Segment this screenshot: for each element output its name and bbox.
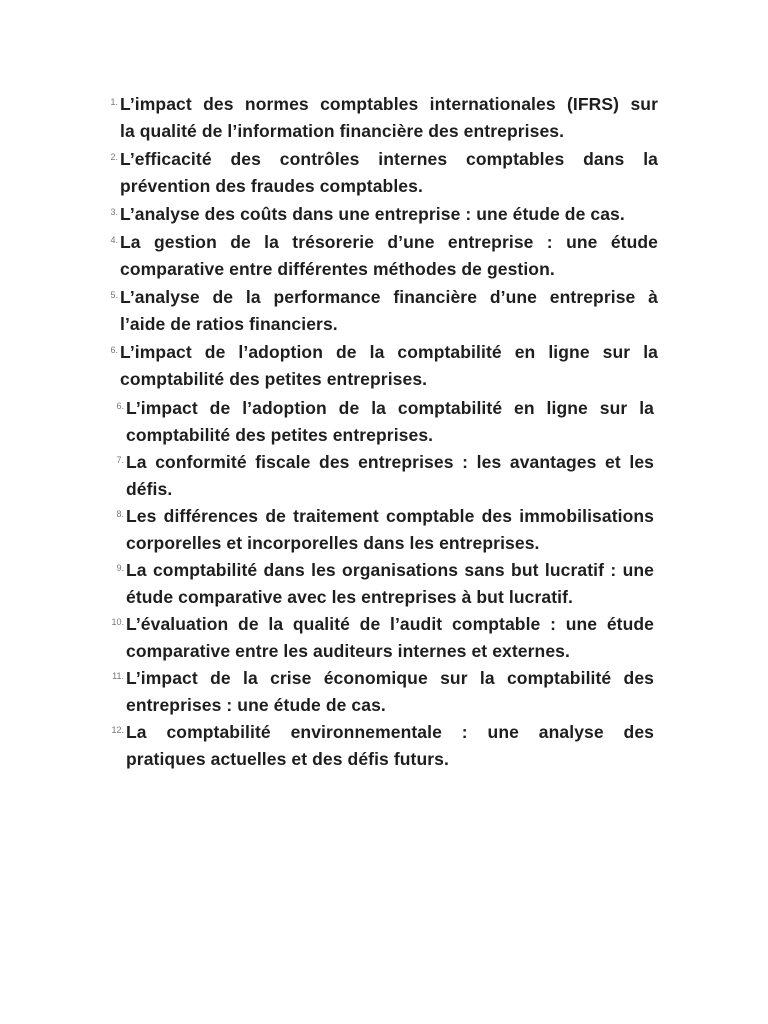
item-line: La comptabilité environnementale : une analyse des — [126, 722, 654, 742]
item-number: 10. — [111, 617, 124, 627]
item-line: L’évaluation de la qualité de l’audit comptable : une étude — [126, 614, 654, 634]
item-line: L’analyse des coûts dans une entreprise : une étude de cas. — [120, 204, 625, 224]
item-number: 11. — [112, 671, 124, 681]
item-line: La gestion de la trésorerie d’une entreprise : une étude — [120, 232, 658, 252]
list-item — [104, 91, 658, 145]
item-line: L’analyse de la performance financière d’une entreprise à — [120, 287, 658, 307]
item-number: 8. — [116, 509, 124, 519]
item-line: comparative entre les auditeurs internes et externes. — [126, 641, 570, 661]
item-number: 4. — [110, 235, 118, 245]
item-number: 5. — [110, 290, 118, 300]
list-item — [104, 229, 658, 283]
item-line: prévention des fraudes comptables. — [120, 176, 423, 196]
item-line: comptabilité des petites entreprises. — [120, 369, 428, 389]
list-item — [108, 557, 654, 611]
item-text — [120, 91, 658, 145]
item-number: 3. — [110, 207, 118, 217]
item-line: l’aide de ratios financiers. — [120, 314, 338, 334]
item-text — [126, 611, 654, 665]
item-line: L’impact des normes comptables internationales (IFRS) sur — [120, 94, 658, 114]
item-line: L’impact de l’adoption de la comptabilité en ligne sur la — [126, 398, 654, 418]
item-text — [120, 339, 658, 393]
item-line: la qualité de l’information financière des entreprises. — [120, 121, 565, 141]
item-text — [126, 503, 654, 557]
item-text — [126, 557, 654, 611]
item-line: corporelles et incorporelles dans les entreprises. — [126, 533, 540, 553]
item-text — [126, 665, 654, 719]
item-number: 12. — [111, 725, 124, 735]
item-line: La conformité fiscale des entreprises : les avantages et les — [126, 452, 654, 472]
item-number: 9. — [116, 563, 124, 573]
item-line: entreprises : une étude de cas. — [126, 695, 386, 715]
item-line: pratiques actuelles et des défis futurs. — [126, 749, 449, 769]
item-text — [126, 449, 654, 503]
item-text — [120, 229, 658, 283]
item-number: 6. — [116, 401, 124, 411]
item-number: 7. — [116, 455, 124, 465]
item-number: 6. — [110, 345, 118, 355]
item-line: L’efficacité des contrôles internes comptables dans la — [120, 149, 658, 169]
item-number: 2. — [110, 152, 118, 162]
item-text — [126, 395, 654, 449]
item-line: L’impact de la crise économique sur la comptabilité des — [126, 668, 654, 688]
item-text — [126, 719, 654, 773]
list-item — [104, 146, 658, 200]
item-text — [120, 284, 658, 338]
item-line: comparative entre différentes méthodes de gestion. — [120, 259, 555, 279]
item-line: Les différences de traitement comptable des immobilisations — [126, 506, 654, 526]
list-item — [108, 395, 654, 449]
list-item — [104, 201, 658, 228]
item-line: La comptabilité dans les organisations sans but lucratif : une — [126, 560, 654, 580]
list-item — [104, 339, 658, 393]
item-text — [120, 201, 658, 228]
list-item — [108, 503, 654, 557]
list-item — [104, 284, 658, 338]
list-item — [108, 719, 654, 773]
item-number: 1. — [110, 97, 118, 107]
item-line: comptabilité des petites entreprises. — [126, 425, 434, 445]
list-item — [108, 611, 654, 665]
item-line: défis. — [126, 479, 173, 499]
item-text — [120, 146, 658, 200]
list-item — [108, 665, 654, 719]
item-line: étude comparative avec les entreprises à but lucratif. — [126, 587, 573, 607]
list-item — [108, 449, 654, 503]
item-line: L’impact de l’adoption de la comptabilité en ligne sur la — [120, 342, 658, 362]
